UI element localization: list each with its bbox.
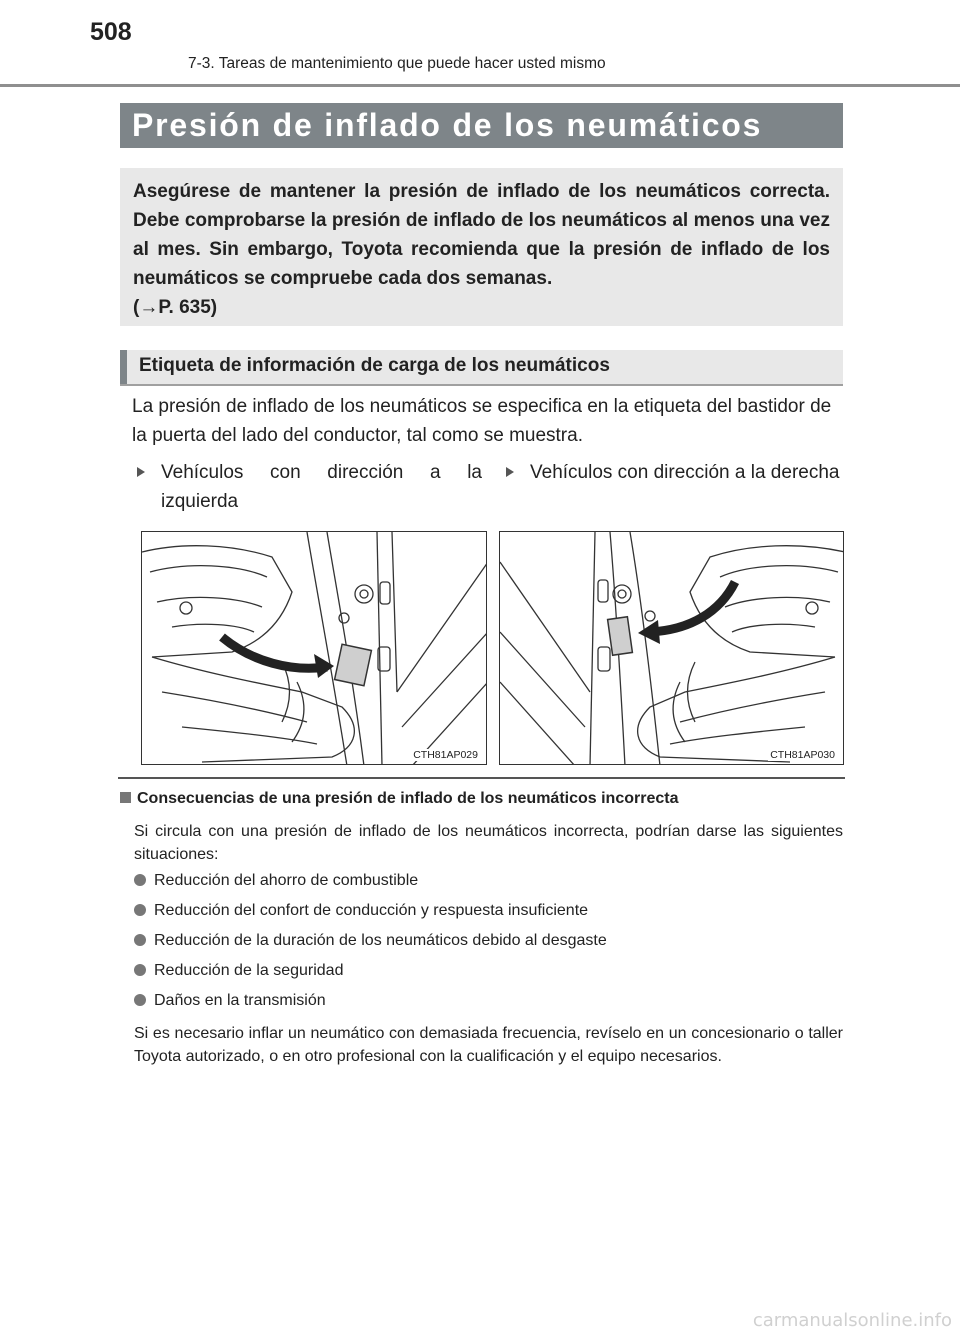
figure-code-left: CTH81AP029 <box>413 749 478 761</box>
intro-page-reference[interactable]: (→P. 635) <box>133 297 218 318</box>
page-title-bar <box>120 103 843 148</box>
door-frame-illustration <box>500 532 844 765</box>
watermark: carmanualsonline.info <box>752 1310 952 1331</box>
section-reference: 7-3. Tareas de mantenimiento que puede hacer usted mismo <box>188 55 606 72</box>
subsection-header <box>120 350 843 384</box>
circle-bullet-icon <box>134 994 146 1006</box>
consequences-title: Consecuencias de una presión de inflado de los neumáticos incorrecta <box>137 790 679 807</box>
list-item <box>134 902 588 920</box>
intro-text <box>133 177 830 322</box>
intro-paragraph: Asegúrese de mantener la presión de inflado de los neumáticos correcta. Debe comprobarse la presión de inflado de los neumáticos al menos una vez al mes. Sin embargo, Toyota recomienda que la presión de inflado de los neumáticos se compruebe cada dos semanas. <box>133 181 830 289</box>
list-item <box>134 992 326 1010</box>
subsection-underline <box>120 384 843 386</box>
subsection-title: Etiqueta de información de carga de los neumáticos <box>139 355 610 376</box>
section-divider <box>118 777 845 779</box>
page-title: Presión de inflado de los neumáticos <box>132 107 763 143</box>
list-item-text: Reducción de la seguridad <box>154 962 344 979</box>
caption-right-hand-drive <box>506 458 843 487</box>
circle-bullet-icon <box>134 964 146 976</box>
intro-box <box>120 168 843 326</box>
triangle-bullet-icon <box>506 467 514 477</box>
caption-right-text: Vehículos con dirección a la derecha <box>530 462 840 483</box>
list-item-text: Reducción del ahorro de combustible <box>154 872 419 889</box>
caption-left-hand-drive <box>137 458 482 516</box>
circle-bullet-icon <box>134 904 146 916</box>
figure-code-right: CTH81AP030 <box>770 749 835 761</box>
circle-bullet-icon <box>134 874 146 886</box>
triangle-bullet-icon <box>137 467 145 477</box>
consequences-heading <box>120 790 678 808</box>
door-frame-illustration <box>142 532 487 765</box>
page-number: 508 <box>90 18 132 46</box>
caption-left-line1: Vehículos con dirección a la <box>161 462 482 483</box>
square-bullet-icon <box>120 792 131 803</box>
caption-left-line2: izquierda <box>161 491 239 512</box>
consequences-intro: Si circula con una presión de inflado de los neumáticos incorrecta, podrían darse las siguientes situaciones: <box>134 823 843 863</box>
list-item <box>134 872 418 890</box>
figure-left-hand-drive <box>141 531 487 765</box>
list-item <box>134 962 343 980</box>
header-divider <box>0 84 960 87</box>
figure-right-hand-drive <box>499 531 844 765</box>
list-item-text: Reducción de la duración de los neumáticos debido al desgaste <box>154 932 607 949</box>
closing-paragraph: Si es necesario inflar un neumático con demasiada frecuencia, revíselo en un concesionario o taller Toyota autorizado, o en otro profesional con la cualificación y el equipo necesarios. <box>134 1025 843 1065</box>
list-item-text: Daños en la transmisión <box>154 992 326 1009</box>
list-item-text: Reducción del confort de conducción y respuesta insuficiente <box>154 902 589 919</box>
subsection-body: La presión de inflado de los neumáticos se especifica en la etiqueta del bastidor de la puerta del lado del conductor, tal como se muestra. <box>132 396 832 446</box>
circle-bullet-icon <box>134 934 146 946</box>
list-item <box>134 932 607 950</box>
